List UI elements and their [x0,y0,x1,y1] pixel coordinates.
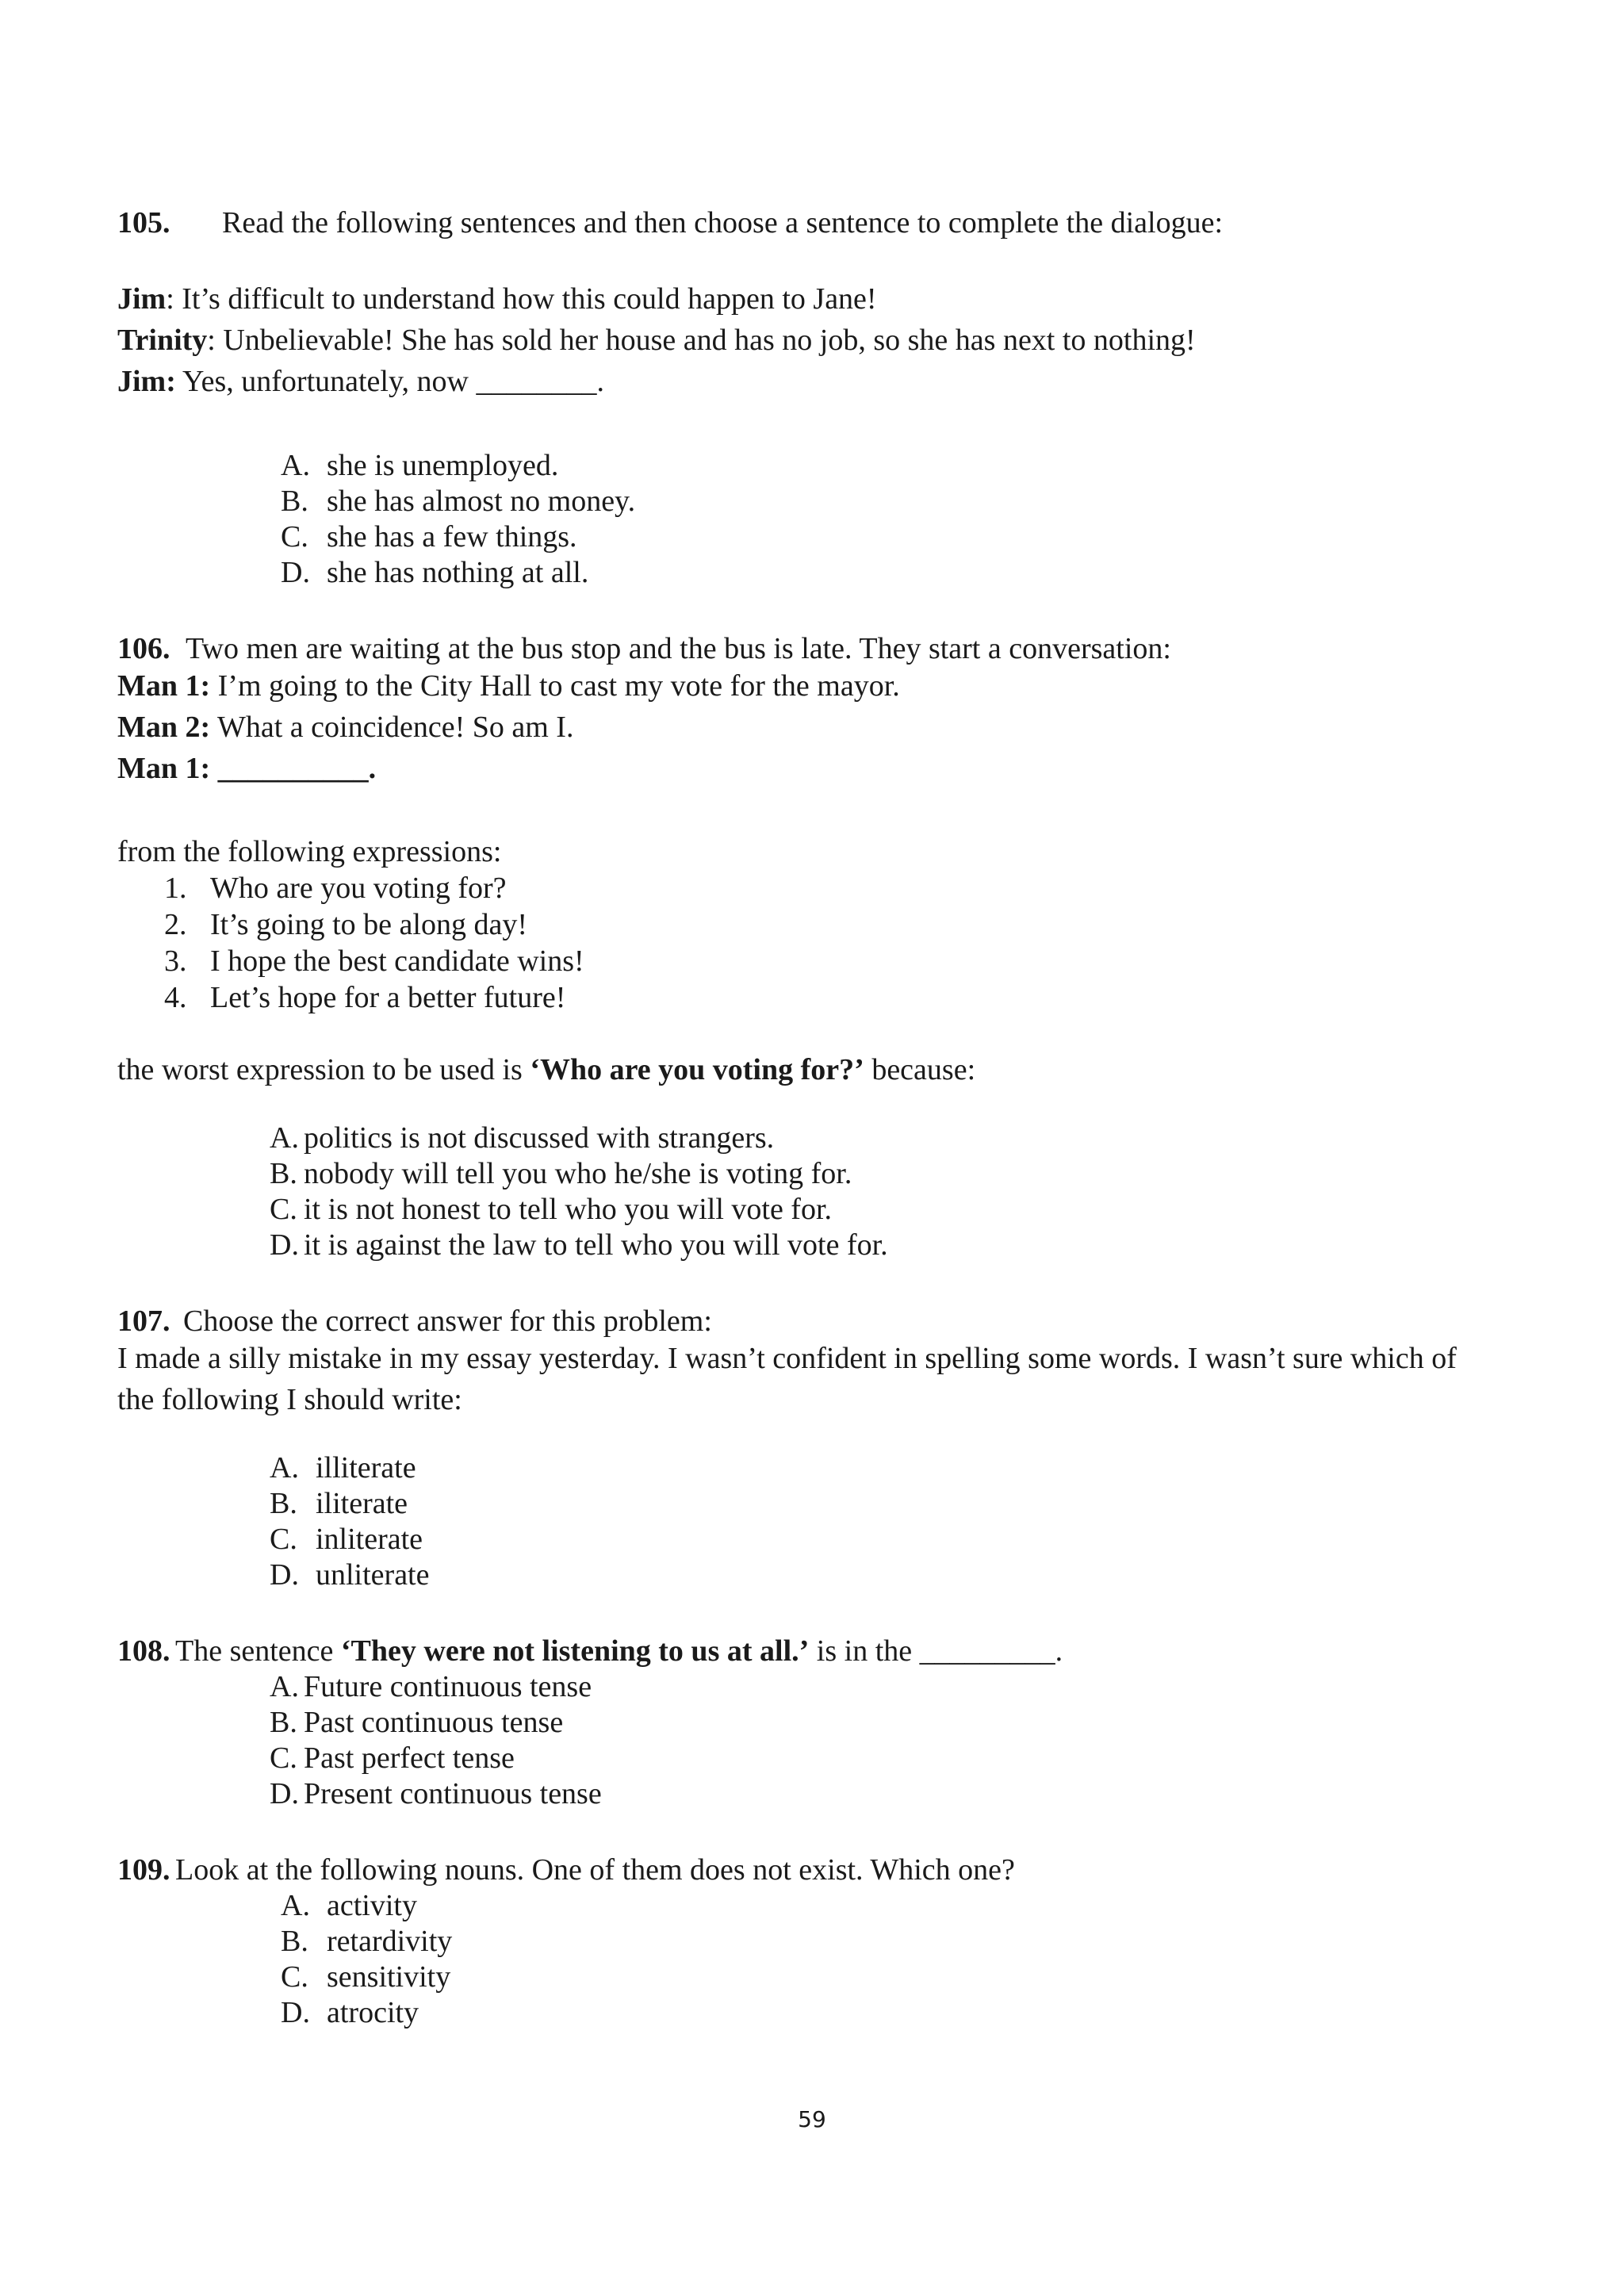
option-b: B. retardivity [281,1925,453,1958]
question-number: 108. [117,1634,170,1668]
quoted-sentence: ‘They were not listening to us at all.’ [340,1634,810,1668]
option-c [281,519,577,555]
option-d: D. unliterate [270,1558,430,1592]
question-number: 107. [117,1304,170,1338]
option-b: B. Past continuous tense [270,1706,564,1739]
dialogue-line [117,668,900,704]
option-a: A. Future continuous tense [270,1670,592,1703]
option-letter: A. [281,449,310,482]
option-letter: C. [281,520,308,554]
dialogue-line: Man 1: __________. [117,752,377,785]
question-prompt: Choose the correct answer for this problem: [183,1304,712,1338]
expression-item: 4. Let’s hope for a better future! [164,981,566,1014]
option-d: D. Present continuous tense [270,1777,602,1810]
speaker-name: Jim: [117,365,176,398]
question-body: I made a silly mistake in my essay yesterday. I wasn’t confident in spelling some words. I wasn’t sure which of [117,1342,1457,1375]
dialogue-line [117,709,573,745]
question-105-heading [117,205,1223,241]
speaker-name: Man 2: [117,711,211,744]
page-number: 59 [798,2106,826,2132]
expression-item: 3. I hope the best candidate wins! [164,944,584,978]
question-107-heading [117,1303,712,1339]
question-106-heading [117,630,1171,667]
speaker-name: Trinity [117,324,208,357]
option-d [281,554,588,591]
dialogue-text: It’s difficult to understand how this could happen to Jane! [182,282,877,316]
dialogue-text: Yes, unfortunately, now [182,365,477,398]
dialogue-text: Unbelievable! She has sold her house and has no job, so she has next to nothing! [223,324,1196,357]
option-text: she is unemployed. [327,449,559,482]
option-c: C. it is not honest to tell who you will vote for. [270,1193,833,1226]
option-a: A. politics is not discussed with strangers. [270,1121,775,1155]
option-c: C. sensitivity [281,1960,451,1994]
question-109-heading [117,1852,1015,1888]
question-statement: the worst expression to be used is ‘Who are you voting for?’ because: [117,1053,976,1086]
option-letter: B. [281,485,308,518]
option-d: D. atrocity [281,1996,419,2029]
question-number: 106. [117,632,170,665]
question-prompt: Two men are waiting at the bus stop and the bus is late. They start a conversation: [186,632,1171,665]
expression-item: 2. It’s going to be along day! [164,908,527,941]
quoted-expression: ‘Who are you voting for?’ [530,1053,864,1086]
option-letter: D. [281,556,310,589]
question-number: 109. [117,1853,170,1887]
question-number: 105. [117,206,170,239]
expression-item: 1. Who are you voting for? [164,872,507,905]
question-prompt: Look at the following nouns. One of them does not exist. Which one? [175,1853,1015,1887]
answer-blank: ________ [476,365,597,398]
dialogue-text: I’m going to the City Hall to cast my vote for the mayor. [217,669,900,703]
option-d: D. it is against the law to tell who you will vote for. [270,1228,888,1262]
question-prompt: Read the following sentences and then choose a sentence to complete the dialogue: [222,206,1224,239]
question-body: the following I should write: [117,1383,462,1416]
option-a [281,447,558,484]
option-a: A. illiterate [270,1451,416,1485]
option-c: C. inliterate [270,1523,423,1556]
option-text: she has nothing at all. [327,556,589,589]
dialogue-text: What a coincidence! So am I. [216,711,574,744]
speaker-name: Man 1: [117,669,211,703]
speaker-name: Man 1: [117,752,211,785]
question-108-heading: 108. The sentence ‘They were not listening to us at all.’ is in the _________. [117,1634,1063,1668]
expressions-intro: from the following expressions: [117,835,502,868]
option-b: B. nobody will tell you who he/she is voting for. [270,1157,852,1190]
option-b [281,483,635,519]
option-b: B. iliterate [270,1487,408,1520]
answer-blank: __________ [217,752,369,785]
answer-blank: _________ [919,1634,1055,1668]
option-c: C. Past perfect tense [270,1741,515,1775]
dialogue-line: Jim: Yes, unfortunately, now ________. [117,365,604,398]
option-a: A. activity [281,1889,417,1922]
dialogue-line: Jim: It’s difficult to understand how this could happen to Jane! [117,282,877,316]
option-text: she has a few things. [327,520,577,554]
option-text: she has almost no money. [327,485,636,518]
speaker-name: Jim [117,282,167,316]
dialogue-line: Trinity: Unbelievable! She has sold her house and has no job, so she has next to nothing! [117,324,1196,357]
